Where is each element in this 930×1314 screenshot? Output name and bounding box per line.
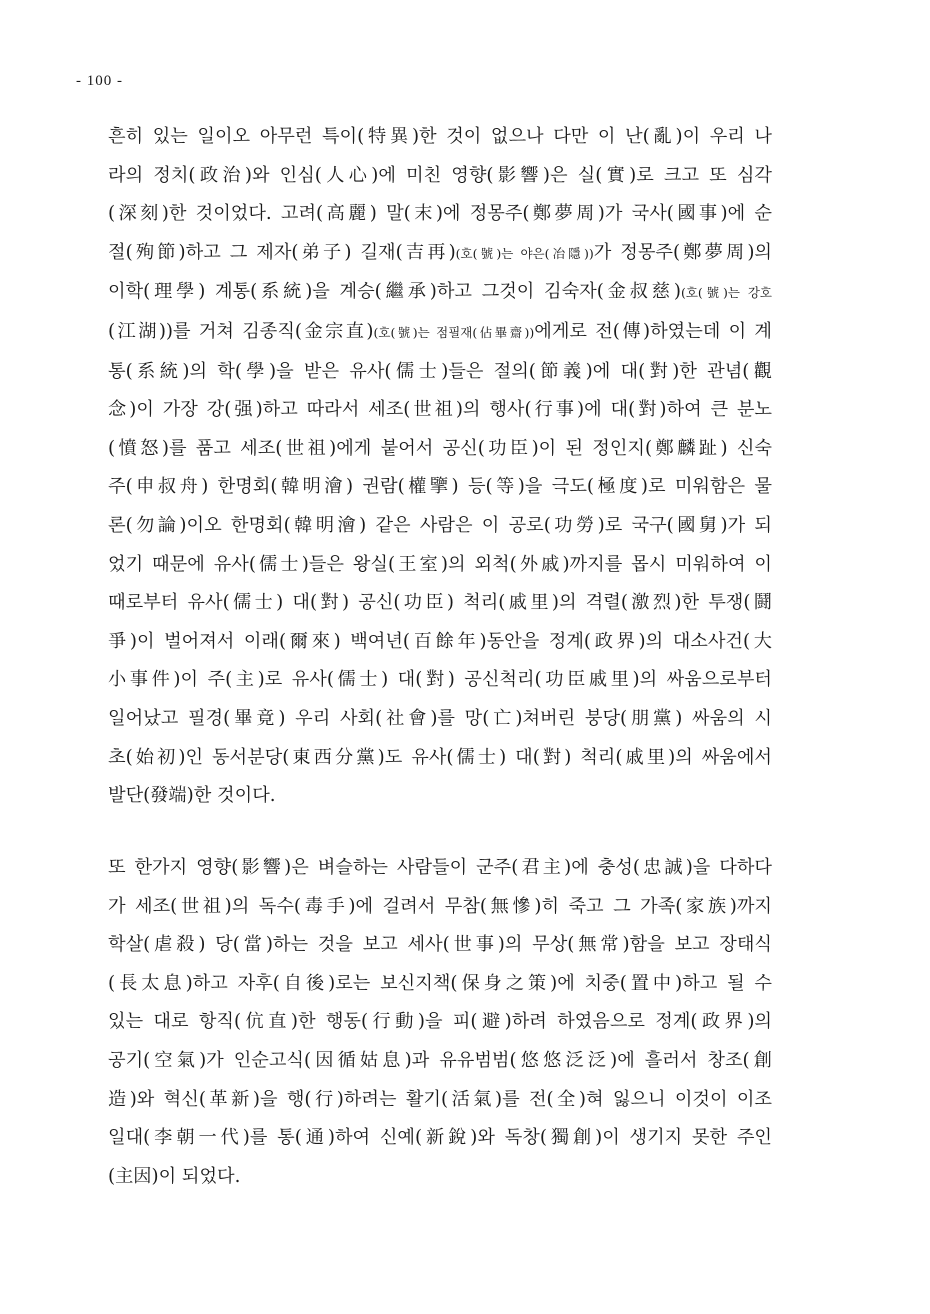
inline-annotation: (호(號)는 점필재(佔畢齋)) — [373, 324, 535, 340]
text-line: (主因)이 되었다. — [108, 1165, 241, 1187]
page-number: - 100 - — [76, 73, 123, 89]
text-line: 이학(理學) 계통(系統)을 계승(繼承)하고 그것이 김숙자(金叔慈)(호(號)는 강호 — [108, 281, 772, 303]
text-line: 발단(發端)한 것이다. — [108, 785, 276, 807]
text-line: 있는 대로 항직(伉直)한 행동(行動)을 피(避)하려 하였음으로 정계(政界)의 — [108, 1011, 772, 1033]
text-line: 念)이 가장 강(强)하고 따라서 세조(世祖)의 행사(行事)에 대(對)하여 큰 분노 — [108, 399, 772, 421]
text-line: 론(勿論)이오 한명회(韓明澮) 같은 사람은 이 공로(功勞)로 국구(國舅)가 되 — [108, 514, 772, 536]
inline-annotation: (호(號)는 야은(冶隱)) — [455, 245, 594, 261]
paragraph-1 — [108, 118, 772, 816]
text-line: 초(始初)인 동서분당(東西分黨)도 유사(儒士) 대(對) 척리(戚里)의 싸움에서 — [108, 746, 772, 768]
text-line: 또 한가지 영향(影響)은 벼슬하는 사람들이 군주(君主)에 충성(忠誠)을 다하다 — [108, 857, 772, 878]
text-line: 爭)이 벌어져서 이래(爾來) 백여년(百餘年)동안을 정계(政界)의 대소사건(大 — [108, 630, 772, 652]
text-line: 라의 정치(政治)와 인심(人心)에 미친 영향(影響)은 실(實)로 크고 또 심각 — [108, 164, 772, 186]
text-line: (憤怒)를 품고 세조(世祖)에게 붙어서 공신(功臣)이 된 정인지(鄭麟趾) 신숙 — [108, 437, 772, 459]
text-line: 일어났고 필경(畢竟) 우리 사회(社會)를 망(亡)쳐버린 붕당(朋黨) 싸움의 시 — [108, 707, 772, 729]
text-line: 공기(空氣)가 인순고식(因循姑息)과 유유범범(悠悠泛泛)에 흘러서 창조(創 — [108, 1049, 772, 1071]
text-line: 造)와 혁신(革新)을 행(行)하려는 활기(活氣)를 전(全)혀 잃으니 이것이 이조 — [108, 1088, 772, 1110]
paragraph-2 — [108, 849, 772, 1196]
text-line: 가 세조(世祖)의 독수(毒手)에 걸려서 무참(無慘)히 죽고 그 가족(家族)까지 — [108, 895, 772, 917]
text-line: (長太息)하고 자후(自後)로는 보신지책(保身之策)에 치중(置中)하고 될 수 — [108, 972, 772, 994]
text-line: (深刻)한 것이었다. 고려(高麗) 말(末)에 정몽주(鄭夢周)가 국사(國事)에 순 — [108, 203, 772, 225]
text-line: 주(申叔舟) 한명회(韓明澮) 권람(權擥) 등(等)을 극도(極度)로 미워함은 물 — [108, 476, 772, 498]
text-line: 었기 때문에 유사(儒士)들은 왕실(王室)의 외척(外戚)까지를 몹시 미워하여 이 — [108, 553, 772, 575]
text-line: 통(系統)의 학(學)을 받은 유사(儒士)들은 절의(節義)에 대(對)한 관념(觀 — [108, 360, 772, 382]
text-line: 학살(虐殺) 당(當)하는 것을 보고 세사(世事)의 무상(無常)함을 보고 장태식 — [108, 934, 772, 956]
text-line: 小事件)이 주(主)로 유사(儒士) 대(對) 공신척리(功臣戚里)의 싸움으로부터 — [108, 669, 772, 691]
inline-annotation: (호(號)는 강호 — [680, 285, 772, 301]
text-line: 때로부터 유사(儒士) 대(對) 공신(功臣) 척리(戚里)의 격렬(激烈)한 투쟁(鬪 — [108, 592, 772, 614]
text-line: 흔히 있는 일이오 아무런 특이(特異)한 것이 없으나 다만 이 난(亂)이 우리 나 — [108, 126, 772, 147]
text-line: 일대(李朝一代)를 통(通)하여 신예(新銳)와 독창(獨創)이 생기지 못한 주인 — [108, 1127, 772, 1149]
text-line: (江湖))를 거쳐 김종직(金宗直)(호(號)는 점필재(佔畢齋))에게로 전(傳)하였는데 이 계 — [108, 320, 772, 342]
text-line: 절(殉節)하고 그 제자(弟子) 길재(吉再)(호(號)는 야은(冶隱))가 정몽주(鄭夢周)의 — [108, 241, 772, 263]
